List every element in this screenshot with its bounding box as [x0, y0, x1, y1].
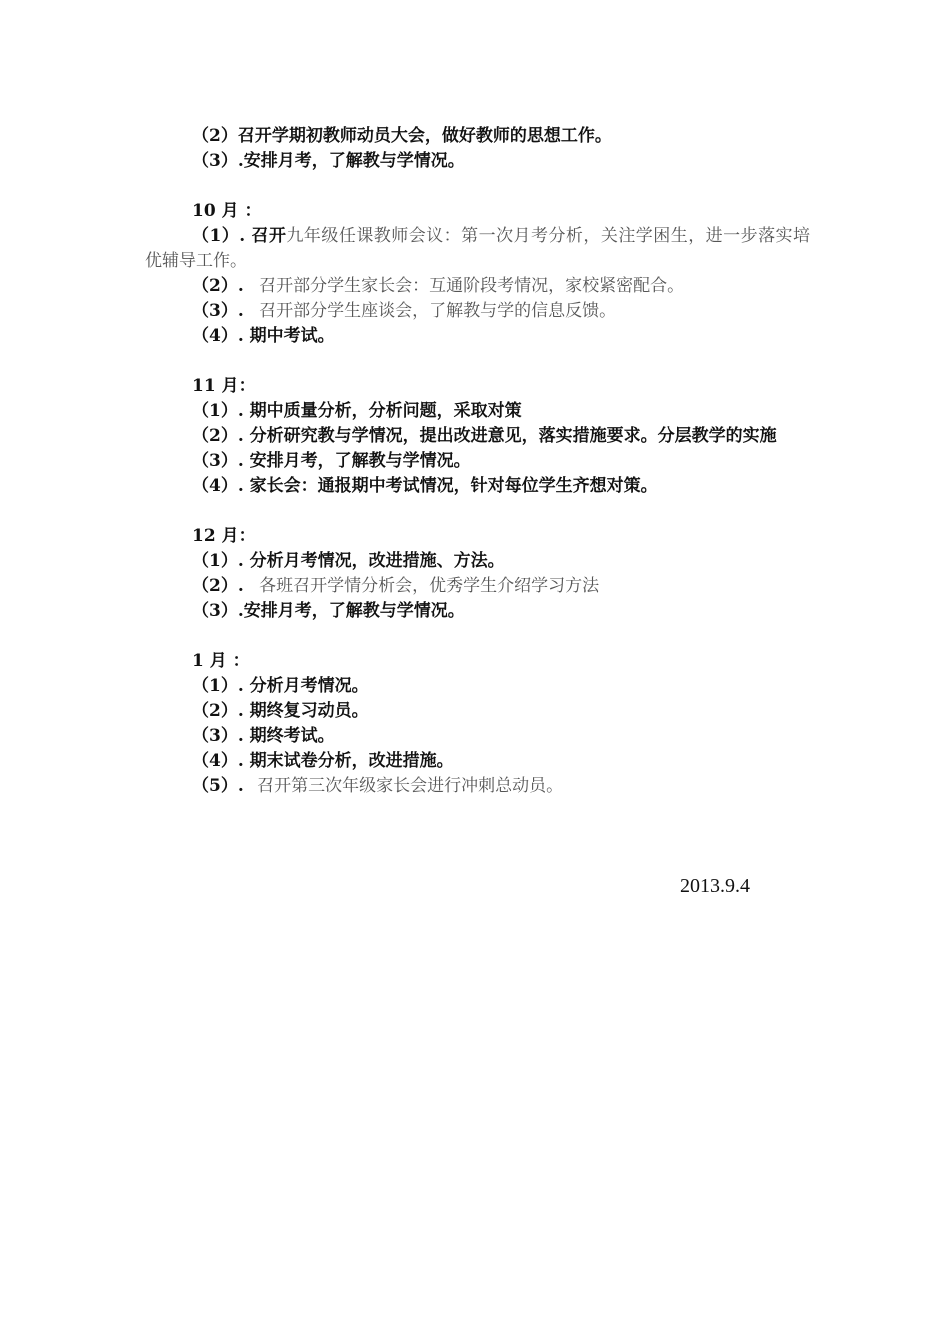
oct-heading: 10 月 ：: [192, 201, 262, 221]
oct-item-2-prefix: （2）.: [192, 276, 244, 296]
jan-item-2-text: （2）. 期终复习动员。: [192, 701, 369, 721]
oct-item-4-text: （4）. 期中考试。: [192, 326, 335, 346]
jan-item-4-text: （4）. 期末试卷分析，改进措施。: [192, 751, 454, 771]
oct-item-4: [192, 324, 335, 349]
jan-item-3-text: （3）. 期终考试。: [192, 726, 335, 746]
jan-heading: 1 月 ：: [192, 651, 250, 671]
oct-item-2: [192, 274, 684, 299]
sep-item-3-text: （3）.安排月考，了解教与学情况。: [192, 151, 465, 171]
jan-item-5-body: 召开第三次年级家长会进行冲刺总动员。: [257, 776, 564, 796]
nov-item-1-text: （1）. 期中质量分析，分析问题，采取对策: [192, 401, 522, 421]
oct-item-3: [192, 299, 616, 324]
oct-item-2-body: 召开部分学生家长会：互通阶段考情况，家校紧密配合。: [259, 276, 685, 296]
oct-item-1-body: 九年级任课教师会议：第一次月考分析，关注学困生，进一步落实: [286, 226, 793, 246]
nov-item-3-text: （3）. 安排月考，了解教与学情况。: [192, 451, 471, 471]
oct-item-1-prefix: （1）. 召开: [192, 226, 287, 246]
jan-item-5-prefix: （5）.: [192, 776, 244, 796]
oct-item-3-body: 召开部分学生座谈会，了解教与学的信息反馈。: [259, 301, 617, 321]
jan-item-3: [192, 724, 335, 749]
sep-item-2: [192, 124, 612, 149]
dec-item-2: [192, 574, 599, 599]
dec-item-1: [192, 549, 505, 574]
oct-item-1: [145, 224, 810, 274]
jan-item-1: [192, 674, 369, 699]
dec-item-1-text: （1）. 分析月考情况，改进措施、方法。: [192, 551, 505, 571]
nov-heading: 11 月：: [192, 376, 256, 396]
dec-heading: 12 月：: [192, 526, 256, 546]
sep-item-3: [192, 149, 465, 174]
nov-item-4-text: （4）. 家长会：通报期中考试情况，针对每位学生齐想对策。: [192, 476, 658, 496]
jan-item-5: [192, 774, 563, 799]
nov-item-3: [192, 449, 471, 474]
jan-item-4: [192, 749, 454, 774]
nov-item-1: [192, 399, 522, 424]
nov-item-2-text: （2）. 分析研究教与学情况，提出改进意见，落实措施要求。分层教学的实施: [192, 426, 777, 446]
dec-item-3: [192, 599, 465, 624]
nov-item-4: [192, 474, 658, 499]
jan-item-2: [192, 699, 369, 724]
dec-item-3-text: （3）.安排月考，了解教与学情况。: [192, 601, 465, 621]
dec-item-2-prefix: （2）.: [192, 576, 244, 596]
document-date: 2013.9.4: [680, 875, 750, 897]
oct-item-1-continuation: 培优辅导工作。: [145, 226, 810, 271]
sep-item-2-text: （2）召开学期初教师动员大会，做好教师的思想工作。: [192, 126, 612, 146]
nov-item-2: [192, 424, 777, 449]
oct-item-3-prefix: （3）.: [192, 301, 244, 321]
jan-item-1-text: （1）. 分析月考情况。: [192, 676, 369, 696]
dec-item-2-body: 各班召开学情分析会，优秀学生介绍学习方法: [259, 576, 600, 596]
